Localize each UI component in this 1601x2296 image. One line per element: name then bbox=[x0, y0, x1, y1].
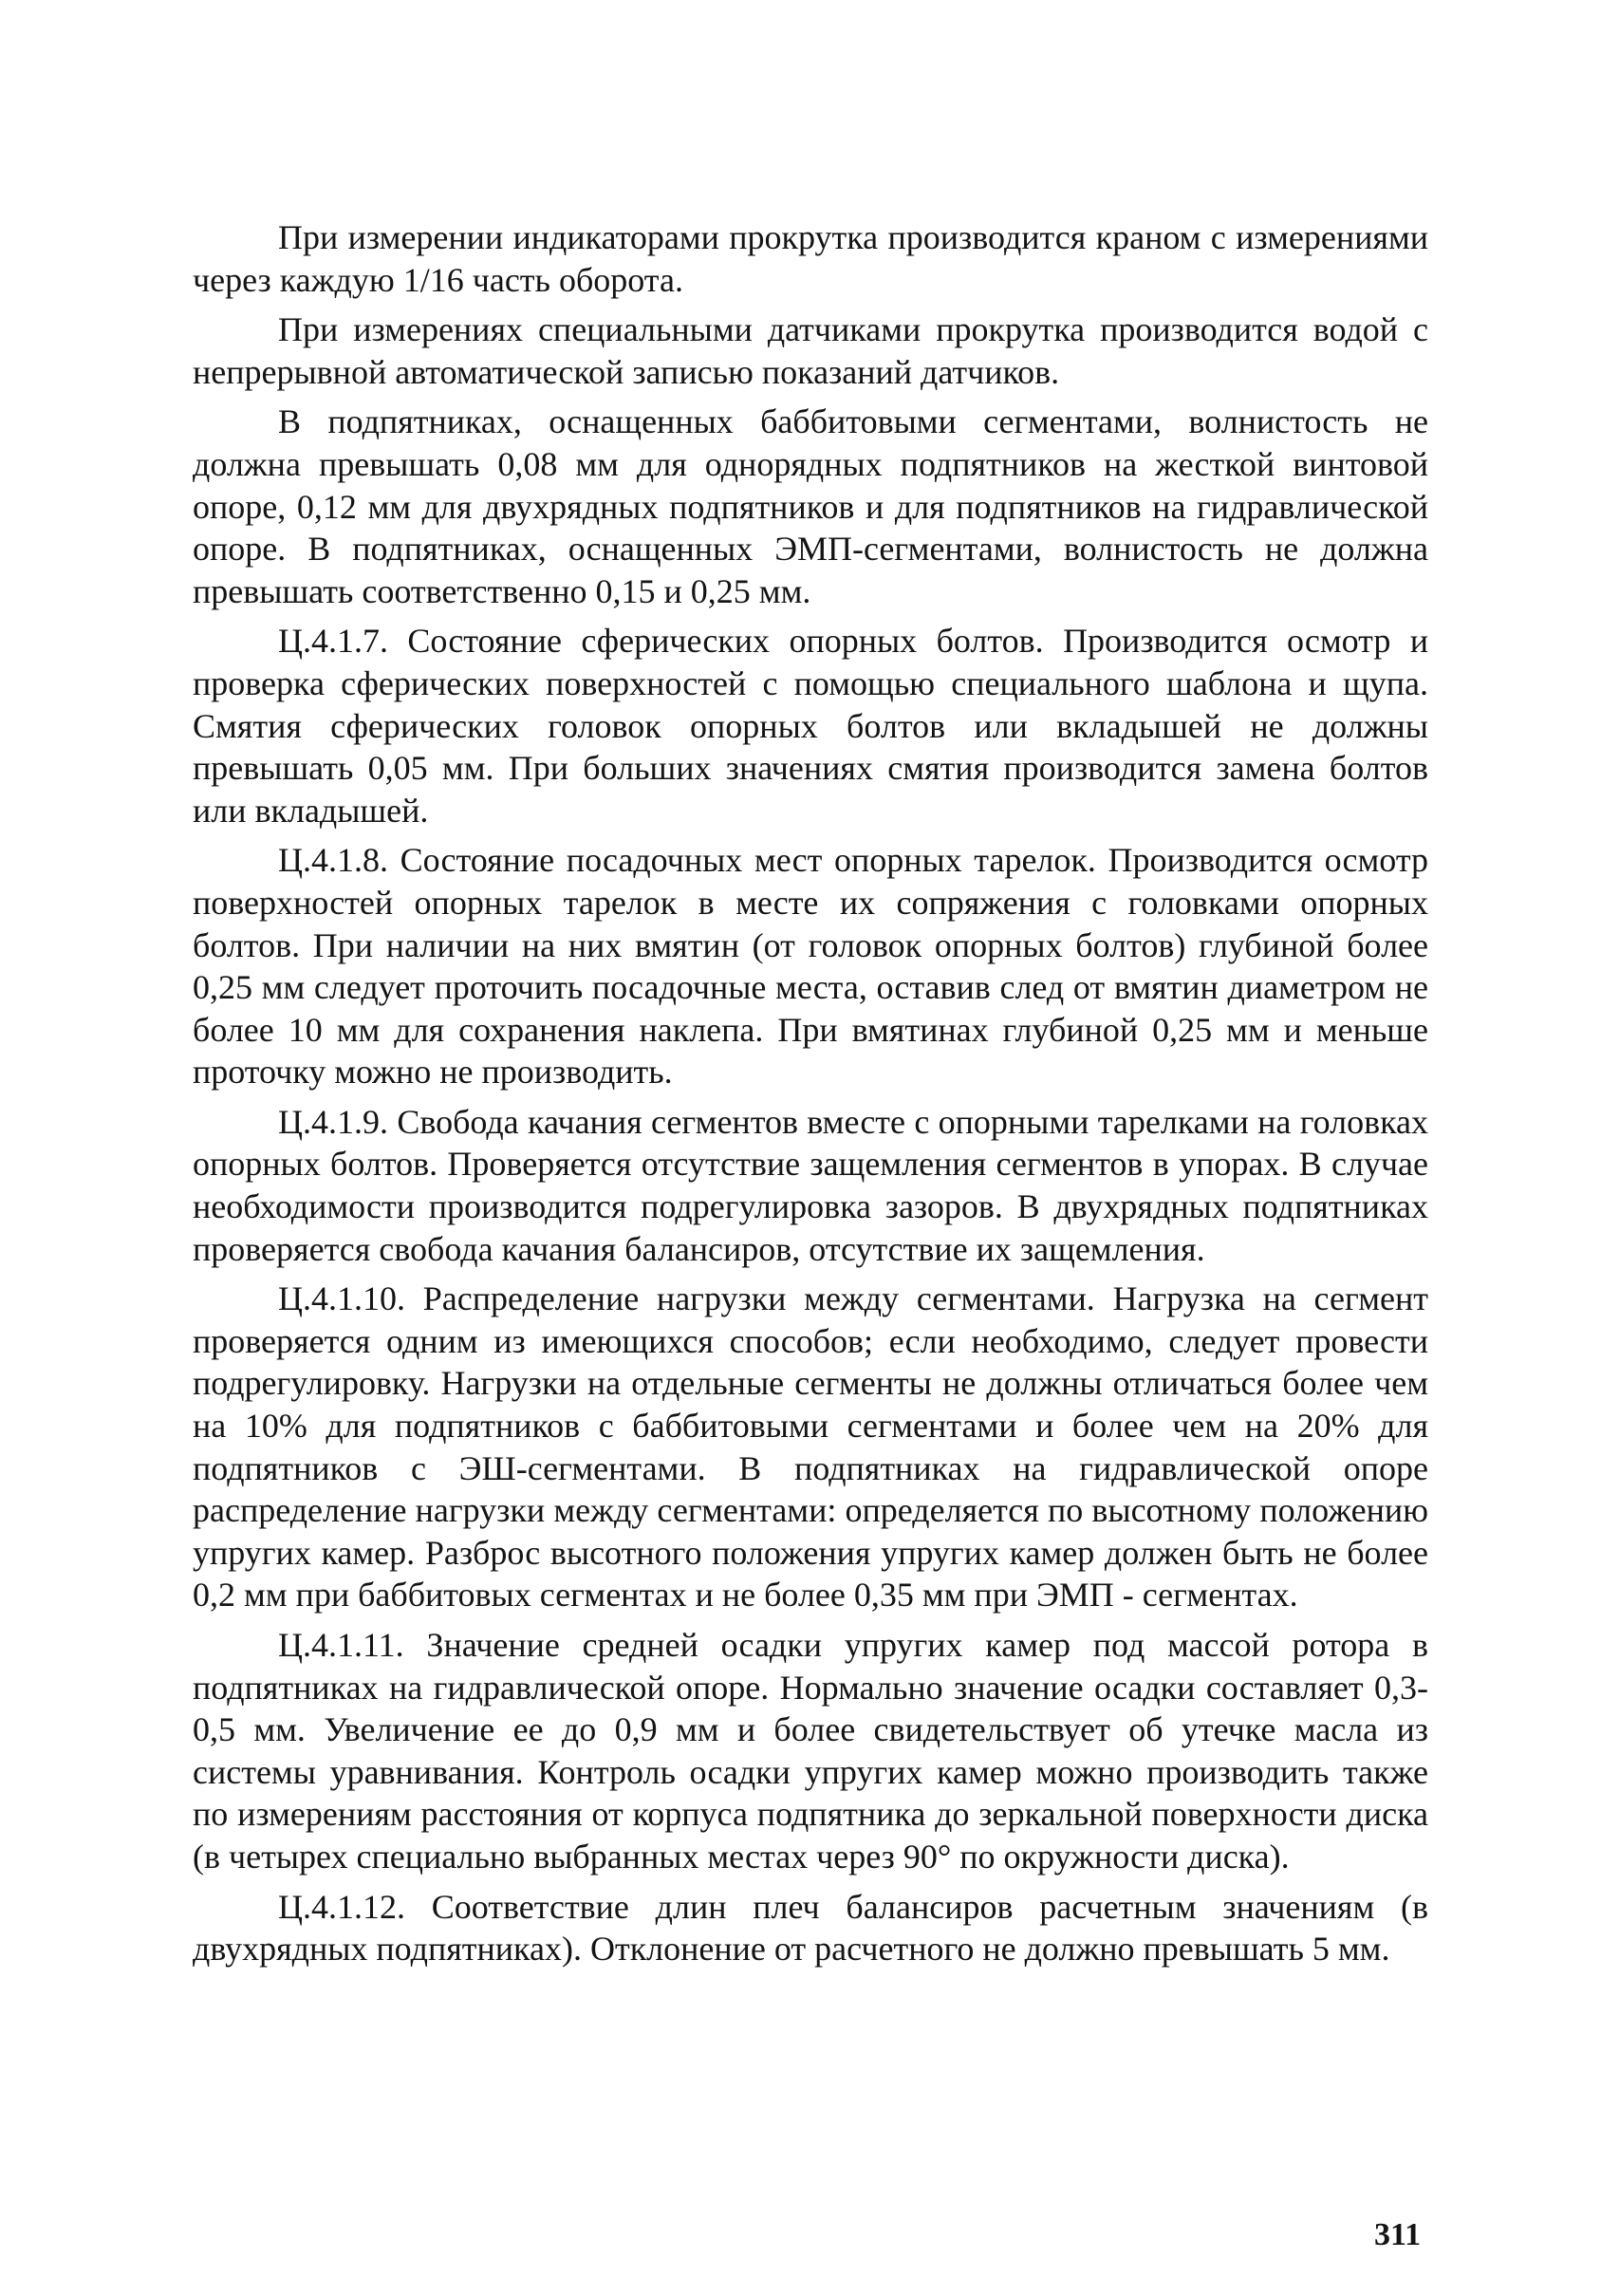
body-text bbox=[193, 216, 1428, 1978]
paragraph-c-4-1-8: Ц.4.1.8. Состояние посадочных мест опорных тарелок. Производится осмотр поверхностей опорных тарелок в месте их сопряжения с головками опорных болтов. При наличии на них вмятин (от головок опорных болтов) глубиной более 0,25 мм следует проточить посадочные места, оставив след от вмятин диаметром не более 10 мм для сохранения наклепа. При вмятинах глубиной 0,25 мм и меньше проточку можно не производить. bbox=[193, 841, 1428, 1092]
paragraph-sensor-measurement: При измерениях специальными датчиками прокрутка производится водой с непрерывной автоматической записью показаний датчиков. bbox=[193, 310, 1428, 391]
paragraph-c-4-1-12: Ц.4.1.12. Соответствие длин плеч балансиров расчетным значениям (в двухрядных подпятниках). Отклонение от расчетного не должно превышать 5 мм. bbox=[193, 1887, 1428, 1969]
paragraph-c-4-1-9: Ц.4.1.9. Свобода качания сегментов вместе с опорными тарелками на головках опорных болтов. Проверяется отсутствие защемления сегментов в упорах. В случае необходимости производится подрегулировка зазоров. В двухрядных подпятниках проверяется свобода качания балансиров, отсутствие их защемления. bbox=[193, 1102, 1428, 1268]
paragraph-c-4-1-7: Ц.4.1.7. Состояние сферических опорных болтов. Производится осмотр и проверка сферических поверхностей с помощью специального шаблона и щупа. Смятия сферических головок опорных болтов или вкладышей не должны превышать 0,05 мм. При больших значениях смятия производится замена болтов или вкладышей. bbox=[193, 622, 1428, 830]
paragraph-c-4-1-10: Ц.4.1.10. Распределение нагрузки между сегментами. Нагрузка на сегмент проверяется одним из имеющихся способов; если необходимо, следует провести подрегулировку. Нагрузки на отдельные сегменты не должны отличаться более чем на 10% для подпятников с баббитовыми сегментами и более чем на 20% для подпятников с ЭШ-сегментами. В подпятниках на гидравлической опоре распределение нагрузки между сегментами: определяется по высотному положению упругих камер. Разброс высотного положения упругих камер должен быть не более 0,2 мм при баббитовых сегментах и не более 0,35 мм при ЭМП - сегментах. bbox=[193, 1279, 1428, 1615]
paragraph-waviness: В подпятниках, оснащенных баббитовыми сегментами, волнистость не должна превышать 0,08 мм для однорядных подпятников на жесткой винтовой опоре, 0,12 мм для двухрядных подпятников и для подпятников на гидравлической опоре. В подпятниках, оснащенных ЭМП-сегментами, волнистость не должна превышать соответственно 0,15 и 0,25 мм. bbox=[193, 402, 1428, 610]
paragraph-c-4-1-11: Ц.4.1.11. Значение средней осадки упругих камер под массой ротора в подпятниках на гидравлической опоре. Нормально значение осадки составляет 0,3-0,5 мм. Увеличение ее до 0,9 мм и более свидетельствует об утечке масла из системы уравнивания. Контроль осадки упругих камер можно производить также по измерениям расстояния от корпуса подпятника до зеркальной поверхности диска (в четырех специально выбранных местах через 90° по окружности диска). bbox=[193, 1626, 1428, 1876]
page-number: 311 bbox=[1374, 2217, 1422, 2252]
paragraph-indicator-measurement: При измерении индикаторами прокрутка производится краном с измерениями через каждую 1/16 часть оборота. bbox=[193, 218, 1428, 299]
